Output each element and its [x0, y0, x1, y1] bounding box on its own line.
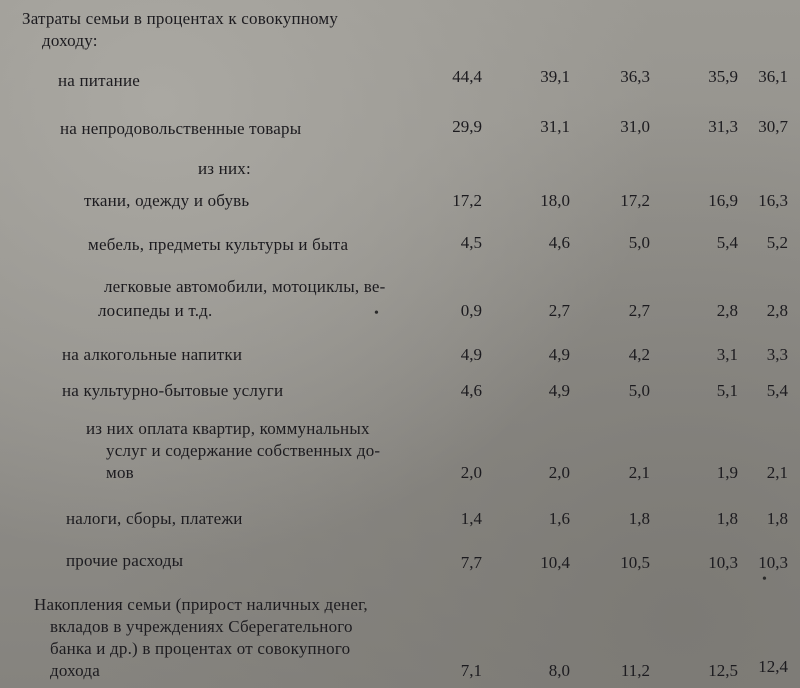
- value-col-2: 4,9: [548, 381, 570, 400]
- row-values: [0, 300, 800, 322]
- value-col-1: 17,2: [452, 191, 482, 210]
- value-col-3: 2,1: [628, 463, 650, 482]
- value-col-3: 2,7: [628, 301, 650, 320]
- value-col-1: 0,9: [460, 301, 482, 320]
- value-col-4: 1,8: [716, 509, 738, 528]
- table-heading-line2: доходу:: [42, 31, 98, 50]
- row-label: на алкогольные напитки: [62, 345, 243, 364]
- value-col-3: 1,8: [628, 509, 650, 528]
- value-col-3: 5,0: [628, 233, 650, 252]
- value-col-3: 17,2: [620, 191, 650, 210]
- value-col-5: 1,8: [766, 509, 788, 528]
- row-label: прочие расходы: [66, 551, 184, 570]
- row-values: [0, 344, 800, 366]
- value-col-3: 10,5: [620, 553, 650, 572]
- row-label: ткани, одежду и обувь: [84, 191, 250, 210]
- table-heading-line1: Затраты семьи в процентах к совокупному: [22, 9, 339, 28]
- value-col-4: 3,1: [716, 345, 738, 364]
- value-col-4: 35,9: [708, 67, 738, 86]
- row-label-line3: банка и др.) в процентах от совокупного: [50, 639, 351, 658]
- subheading-of-which: из них:: [198, 159, 251, 178]
- value-col-5: 2,1: [766, 463, 788, 482]
- value-col-3: 31,0: [620, 117, 650, 136]
- value-col-2: 2,7: [548, 301, 570, 320]
- value-col-3: 36,3: [620, 67, 650, 86]
- print-speck: •: [374, 306, 379, 321]
- row-label-line3: мов: [106, 463, 134, 482]
- value-col-5: 5,4: [766, 381, 788, 400]
- value-col-5: 2,8: [766, 301, 788, 320]
- value-col-1: 44,4: [452, 67, 482, 86]
- value-col-1: 4,6: [460, 381, 482, 400]
- row-label-line1: легковые автомобили, мотоциклы, ве-: [104, 277, 386, 296]
- value-col-2: 8,0: [548, 661, 570, 680]
- value-col-4: 16,9: [708, 191, 738, 210]
- value-col-2: 2,0: [548, 463, 570, 482]
- value-col-1: 4,5: [460, 233, 482, 252]
- value-col-5: 5,2: [766, 233, 788, 252]
- row-values: [0, 552, 800, 574]
- value-col-2: 1,6: [548, 509, 570, 528]
- row-values: [0, 380, 800, 402]
- value-col-4: 1,9: [716, 463, 738, 482]
- row-label-line2: услуг и содержание собственных до-: [106, 441, 381, 460]
- row-values: [0, 462, 800, 484]
- row-label-line2: вкладов в учреждениях Сберегательного: [50, 617, 353, 636]
- value-col-4: 2,8: [716, 301, 738, 320]
- value-col-4: 10,3: [708, 553, 738, 572]
- value-col-5: 3,3: [766, 345, 788, 364]
- value-col-5: 16,3: [758, 191, 788, 210]
- value-col-2: 18,0: [540, 191, 570, 210]
- value-col-1: 29,9: [452, 117, 482, 136]
- row-label: мебель, предметы культуры и быта: [88, 235, 349, 254]
- value-col-4: 12,5: [708, 661, 738, 680]
- value-col-3: 11,2: [620, 661, 650, 680]
- value-col-4: 5,4: [716, 233, 738, 252]
- value-col-5: 30,7: [758, 117, 788, 136]
- value-col-1: 1,4: [460, 509, 482, 528]
- value-col-2: 39,1: [540, 67, 570, 86]
- row-label-line1: Накопления семьи (прирост наличных денег,: [34, 595, 368, 614]
- row-values: [0, 116, 800, 138]
- value-col-1: 4,9: [460, 345, 482, 364]
- value-col-1: 7,7: [460, 553, 482, 572]
- row-label-line1: из них оплата квартир, коммунальных: [86, 419, 370, 438]
- value-col-1: 2,0: [460, 463, 482, 482]
- value-col-2: 10,4: [540, 553, 570, 572]
- row-values: [0, 660, 800, 682]
- row-values: [0, 190, 800, 212]
- value-col-5: 36,1: [758, 67, 788, 86]
- value-col-2: 31,1: [540, 117, 570, 136]
- value-col-3: 4,2: [628, 345, 650, 364]
- value-col-2: 4,6: [548, 233, 570, 252]
- row-values: [0, 232, 800, 254]
- value-col-1: 7,1: [460, 661, 482, 680]
- value-col-5: 12,4: [758, 660, 788, 676]
- value-col-2: 4,9: [548, 345, 570, 364]
- value-col-4: 5,1: [716, 381, 738, 400]
- row-label: на культурно-бытовые услуги: [62, 381, 284, 400]
- row-label: на питание: [58, 71, 141, 90]
- row-label-line2: лосипеды и т.д.: [98, 301, 213, 320]
- row-values: [0, 66, 800, 88]
- value-col-3: 5,0: [628, 381, 650, 400]
- row-label: на непродовольственные товары: [60, 119, 302, 138]
- row-values: [0, 508, 800, 530]
- value-col-4: 31,3: [708, 117, 738, 136]
- print-speck: •: [762, 572, 767, 587]
- row-label-line4: дохода: [50, 661, 100, 680]
- row-label: налоги, сборы, платежи: [66, 509, 243, 528]
- value-col-5: 10,3: [758, 553, 788, 572]
